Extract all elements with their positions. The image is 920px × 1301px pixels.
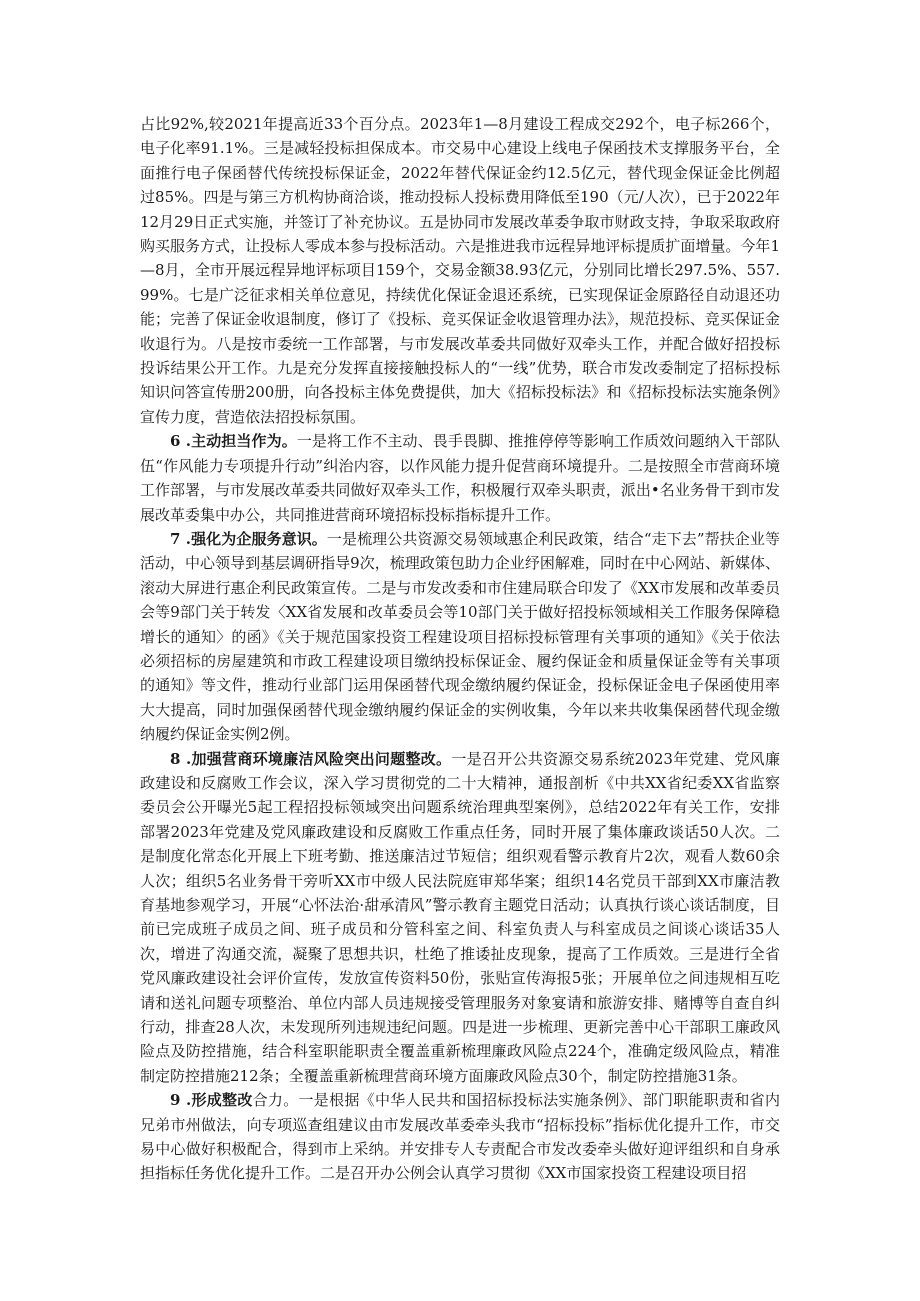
paragraph-heading: 主动担当作为。 bbox=[190, 432, 297, 451]
paragraph-text: 一是梳理公共资源交易领域惠企利民政策，结合“走下去”帮扶企业等活动，中心领导到基层调研指导9次，梳理政策包助力企业纾困解难，同时在中心网站、新媒体、滚动大屏进行惠企利民政策宣传。二是与市发改委和市住建局联合印发了《XX市发展和改革委员会等9部门关于转发〈XX省发展和改革委员会等10部门关于做好招投标领域相关工作服务保障稳增长的通知〉的函》《关于规范国家投资工程建设项目招标投标管理有关事项的通知》《关于依法必须招标的房屋建筑和市政工程建设项目缴纳投标保证金、履约保证金和质量保证金等有关事项的通知》等文件，推动行业部门运用保函替代现金缴纳履约保证金，投标保证金电子保函使用率大大提高，同时加强保函替代现金缴纳履约保证金的实例收集，今年以来共收集保函替代现金缴纳履约保证金实例2例。 bbox=[140, 529, 780, 744]
paragraph-6 bbox=[140, 429, 780, 527]
paragraph-heading: 加强营商环境廉洁风险突出问题整改。 bbox=[191, 749, 452, 768]
paragraph-number: 9 bbox=[170, 1091, 181, 1110]
paragraph-number: 8 bbox=[170, 749, 181, 768]
paragraph-text: 占比92%,较2021年提高近33个百分点。2023年1—8月建设工程成交292个，电子标266个，电子化率91.1%。三是减轻投标担保成本。市交易中心建设上线电子保函技术支撑服务平台，全面推行电子保函替代传统投标保证金，2022年替代保证金约12.5亿元，替代现金保证金比例超过85%。四是与第三方机构协商洽谈，推动投标人投标费用降低至190（元/人次），已于2022年12月29日正式实施，并签订了补充协议。五是协同市发展改革委争取市财政支持，争取采取政府购买服务方式，让投标人零成本参与投标活动。六是推进我市远程异地评标提质扩面增量。今年1—8月，全市开展远程异地评标项目159个，交易金额38.93亿元，分别同比增长297.5%、557.99%。七是广泛征求相关单位意见，持续优化保证金退还系统，已实现保证金原路径自动退还功能；完善了保证金收退制度，修订了《投标、竞买保证金收退管理办法》，规范投标、竞买保证金收退行为。八是按市委统一工作部署，与市发展改革委共同做好双牵头工作，并配合做好招投标投诉结果公开工作。九是充分发挥直接接触投标人的“一线”优势，联合市发改委制定了招标投标知识问答宣传册200册，向各投标主体免费提供，加大《招标投标法》和《招标投标法实施条例》宣传力度，营造依法招投标氛围。 bbox=[140, 115, 780, 426]
paragraph-heading: 强化为企服务意识。 bbox=[190, 529, 327, 548]
paragraph-text: 一是将工作不主动、畏手畏脚、推推停停等影响工作质效问题纳入干部队伍“作风能力专项提升行动”纠治内容，以作风能力提升促营商环境提升。二是按照全市营商环境工作部署，与市发展改革委共同做好双牵头工作，积极履行双牵头职责，派出•名业务骨干到市发展改革委集中办公，共同推进营商环境招标投标指标提升工作。 bbox=[140, 432, 780, 524]
paragraph-text: 一是召开公共资源交易系统2023年党建、党风廉政建设和反腐败工作会议，深入学习贯彻党的二十大精神，通报剖析《中共XX省纪委XX省监察委员会公开曝光5起工程招投标领域突出问题系统治理典型案例》，总结2022年有关工作，安排部署2023年党建及党风廉政建设和反腐败工作重点任务，同时开展了集体廉政谈话50人次。二是制度化常态化开展上下班考勤、推送廉洁过节短信；组织观看警示教育片2次，观看人数60余人次；组织5名业务骨干旁听XX市中级人民法院庭审郑华案；组织14名党员干部到XX市廉洁教育基地参观学习，开展“心怀法治·甜承清风”警示教育主题党日活动；认真执行谈心谈话制度，目前已完成班子成员之间、班子成员和分管科室之间、科室负责人与科室成员之间谈心谈话35人次，增进了沟通交流，凝聚了思想共识，杜绝了推诿扯皮现象，提高了工作质效。三是进行全省党风廉政建设社会评价宣传，发放宣传资料50份，张贴宣传海报5张；开展单位之间违规相互吃请和送礼问题专项整治、单位内部人员违规接受管理服务对象宴请和旅游安排、赌博等自查自纠行动，排查28人次，未发现所列违规违纪问题。四是进一步梳理、更新完善中心干部职工廉政风险点及防控措施，结合科室职能职责全覆盖重新梳理廉政风险点224个，准确定级风险点，精准制定防控措施212条；全覆盖重新梳理营商环境方面廉政风险点30个，制定防控措施31条。 bbox=[140, 749, 780, 1085]
paragraph-7 bbox=[140, 527, 780, 747]
paragraph-text: 合力。一是根据《中华人民共和国招标投标法实施条例》、部门职能职责和省内兄弟市州做法，向专项巡查组建议由市发展改革委牵头我市“招标投标”指标优化提升工作，市交易中心做好积极配合，得到市上采纳。并安排专人专责配合市发改委牵头做好迎评组织和自身承担指标任务优化提升工作。二是召开办公例会认真学习贯彻《XX市国家投资工程建设项目招 bbox=[140, 1091, 780, 1183]
paragraph-heading: 形成整改 bbox=[191, 1091, 253, 1110]
number-separator: . bbox=[180, 529, 191, 548]
number-separator: . bbox=[180, 749, 192, 768]
paragraph-5-continued bbox=[140, 112, 780, 429]
number-separator: . bbox=[180, 432, 191, 451]
paragraph-number: 6 bbox=[170, 432, 181, 451]
document-page bbox=[140, 112, 780, 1186]
number-separator: . bbox=[180, 1091, 192, 1110]
paragraph-9 bbox=[140, 1088, 780, 1186]
paragraph-number: 7 bbox=[170, 529, 181, 548]
paragraph-8 bbox=[140, 747, 780, 1089]
